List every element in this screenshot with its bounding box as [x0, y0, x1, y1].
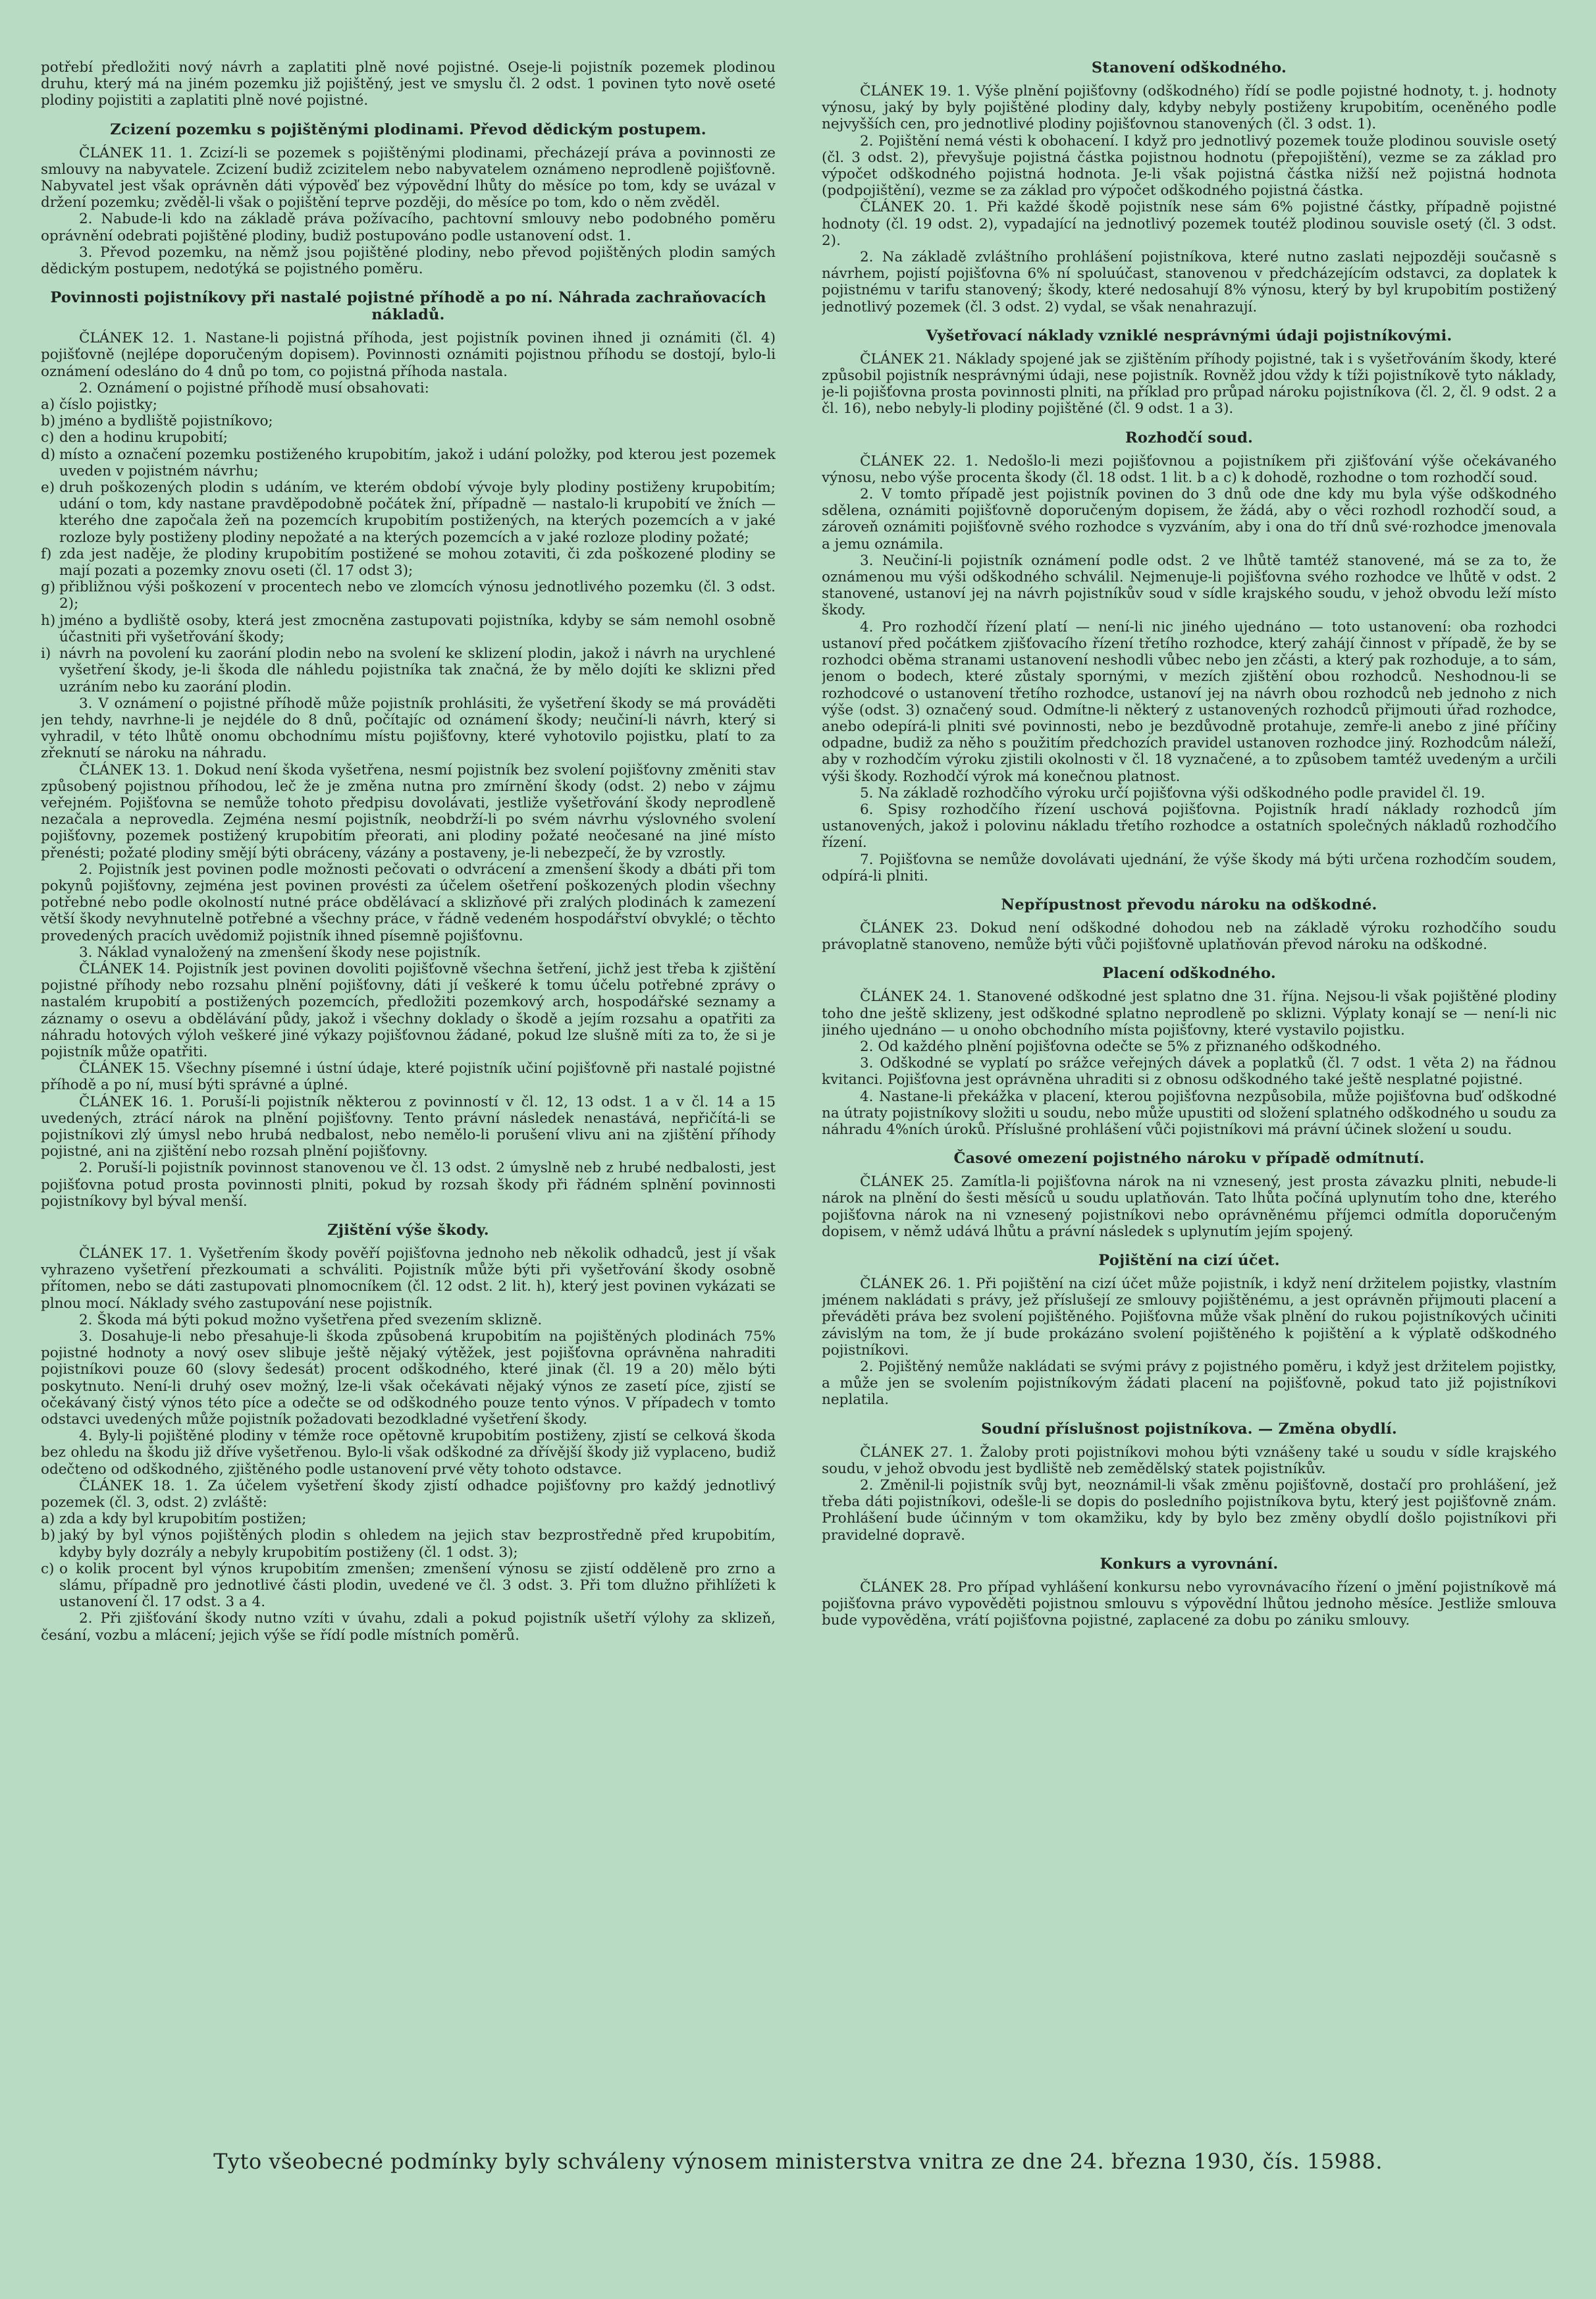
paragraph: ČLÁNEK 25. Zamítla-li pojišťovna nárok na ni vznesený, jest prosta závazku plniti, nebude-li nárok na plnění do šesti měsíců u soudu uplatňován. Tato lhůta počíná uplynutím toho dne, kterého pojišťovna nárok na ni vznesený pojistníkovi nebo oprávněnému příjemci odmítla doporučeným dopisem, v němž udává lhůtu a právní následek s uplynutím jejím spojený. [822, 1174, 1556, 1240]
section-heading: Časové omezení pojistného nároku v případě odmítnutí. [953, 1150, 1425, 1168]
paragraph: 6. Spisy rozhodčího řízení uschová pojišťovna. Pojistník hradí náklady rozhodců jím ustanovených, jakož i polovinu nákladu třetího rozhodce a ostatních společných nákladů rozhodčího řízení. [822, 801, 1556, 852]
paragraph: ČLÁNEK 17. 1. Vyšetřením škody pověří pojišťovna jednoho neb několik odhadců, jest jí však vyhrazeno vyšetření přezkoumati a schváliti. Pojistník může býti při vyšetřování škody osobně přítomen, nebo se dáti zastupovati plnomocníkem (čl. 12 odst. 2 lit. h), který jest povinen vykázati se plnou mocí. Náklady svého zastupování nese pojistník. [41, 1245, 776, 1312]
paragraph: ČLÁNEK 26. 1. Při pojištění na cizí účet může pojistník, i když není držitelem pojistky, vlastním jménem nakládati s právy, jež příslušejí ze smlouvy pojištěnému, a jest oprávněn přijmouti placení a převáděti práva bez svolení pojištěného. Pojišťovna může však plnění do rukou pojistníkových učiniti závislým na tom, že jí bude prokázáno svolení pojištěného k pojištění a k výplatě odškodného pojistníkovi. [822, 1275, 1556, 1359]
paragraph: ČLÁNEK 28. Pro případ vyhlášení konkursu nebo vyrovnávacího řízení o jmění pojistníkově má pojišťovna právo vypověděti pojistnou smlouvu s výpovědní lhůtou jednoho měsíce. Jestliže smlouva bude vypověděna, vrátí pojišťovna pojistné, zaplacené za dobu po zániku smlouvy. [822, 1579, 1556, 1629]
paragraph: 2. Na základě zvláštního prohlášení pojistníkova, které nutno zaslati nejpozději současně s návrhem, pojistí pojišťovna 6% ní spoluúčast, stanovenou v předcházejícím odstavci, za doplatek k pojistnému v tarifu stanovený; škody, které nedosahují 8% výnosu, který by byl krupobitím postižený jednotlivý pozemek (čl. 3 odst. 2) vydal, se však nenahrazují. [822, 249, 1556, 315]
paragraph: 2. Oznámení o pojistné příhodě musí obsahovati: [79, 379, 429, 396]
section-heading: Rozhodčí soud. [1125, 429, 1254, 446]
list-item-text: jméno a bydliště osoby, která jest zmocněna zastupovati pojistníka, kdyby se sám nemohl osobně účastniti při vyšetřování škody; [59, 612, 776, 645]
paragraph: 2. Škoda má býti pokud možno vyšetřena před svezením sklizně. [79, 1311, 543, 1328]
paragraph: 3. Odškodné se vyplatí po srážce veřejných dávek a poplatků (čl. 7 odst. 1 věta 2) na řádnou kvitanci. Pojišťovna jest oprávněna uhraditi si z obnosu odškodného také ještě nesplatné pojistné. [822, 1055, 1556, 1089]
paragraph: 2. Poruší-li pojistník povinnost stanovenou ve čl. 13 odst. 2 úmyslně neb z hrubé nedbalosti, jest pojišťovna potud prosta povinnosti plniti, pokud by rozsah škody při řádném splnění povinnosti pojistníkovy byl býval menší. [41, 1160, 776, 1210]
paragraph: 2. Pojištěný nemůže nakládati se svými právy z pojistného poměru, i když jest držitelem pojistky, a může jen se svolením pojistníkovým žádati placení na pojišťovně, pokud tato již pojistníkovi neplatila. [822, 1359, 1556, 1409]
list-item: d) místo a označení pozemku postiženého krupobitím, jakož i udání položky, pod kterou jest pozemek uveden v pojistném návrhu; [41, 446, 776, 479]
list-item-text: přibližnou výši poškození v procentech nebo ve zlomcích výnosu jednotlivého pozemku (čl. 3 odst. 2); [59, 579, 776, 612]
paragraph: 2. Při zjišťování škody nutno vzíti v úvahu, zdali a pokud pojistník ušetří výlohy za sklizeň, česání, vozbu a mlácení; jejich výše se řídí podle místních poměrů. [41, 1610, 776, 1644]
paragraph: 2. V tomto případě jest pojistník povinen do 3 dnů ode dne kdy mu byla výše odškodného sdělena, oznámiti pojišťovně doporučeným dopisem, že žádá, aby o věci rozhodl rozhodčí soud, a zároveň oznámiti pojišťovně svého rozhodce s vyzváním, aby i ona do tří dnů své·rozhodce jmenovala a jemu oznámila. [822, 486, 1556, 553]
section-heading: Stanovení odškodného. [1091, 59, 1287, 76]
paragraph: ČLÁNEK 21. Náklady spojené jak se zjištěním příhody pojistné, tak i s vyšetřováním škody, které způsobil pojistník nesprávnými údaji, nese pojistník. Rovněž jdou vždy k tíži pojistníkově tyto náklady, je-li pojišťovna prosta povinnosti plniti, na příklad pro průpad nároku pojistníkova (čl. 2, čl. 9 odst. 2 a čl. 16), nebo nebyly-li plodiny pojištěné (čl. 9 odst. 1 a 3). [822, 350, 1556, 418]
list-item: c) den a hodinu krupobití; [41, 429, 228, 446]
section-heading: Soudní příslušnost pojistníkova. — Změna obydlí. [981, 1420, 1397, 1438]
paragraph: ČLÁNEK 18. 1. Za účelem vyšetření škody zjistí odhadce pojišťovny pro každý jednotlivý pozemek (čl. 3, odst. 2) zvláště: [41, 1477, 776, 1511]
paragraph: ČLÁNEK 16. 1. Poruší-li pojistník některou z povinností v čl. 12, 13 odst. 1 a v čl. 14 a 15 uvedených, ztrácí nárok na plnění pojišťovny. Tento právní následek nenastává, nepřičítá-li se pojistníkovi zlý úmysl nebo hrubá nedbalost, nebo nemělo-li porušení vlivu ani na zjištění příhody pojistné, ani na zjištění nebo rozsah plnění pojišťovny. [41, 1093, 776, 1160]
paragraph: ČLÁNEK 12. 1. Nastane-li pojistná příhoda, jest pojistník povinen ihned ji oznámiti (čl. 4) pojišťovně (nejlépe doporučeným dopisem). Povinnosti oznámiti pojistnou příhodu se dostojí, bylo-li oznámení odesláno do 4 dnů po tom, co pojistná příhoda nastala. [41, 330, 776, 380]
paragraph: ČLÁNEK 11. 1. Zcizí-li se pozemek s pojištěnými plodinami, přecházejí práva a povinnosti ze smlouvy na nabyvatele. Zcizení budiž zcizitelem nebo nabyvatelem oznámeno neprodleně pojišťovně. Nabyvatel jest však oprávněn dáti výpověď bez výpovědní lhůty do měsíce po tom, kdy se uvázal v držení pozemku; zvěděl-li však o pojištění teprve později, do měsíce po tom, kdo o něm zvěděl. [41, 144, 776, 211]
paragraph: 2. Nabude-li kdo na základě práva požívacího, pachtovní smlouvy nebo podobného poměru oprávnění odebrati pojištěné plodiny, budiž postupováno podle ustanovení odst. 1. [41, 211, 776, 244]
section-heading: Vyšetřovací náklady vzniklé nesprávnými údaji pojistníkovými. [926, 327, 1452, 344]
list-item: i) návrh na povolení ku zaorání plodin nebo na svolení ke sklizení plodin, jakož i návrh na urychlené vyšetření škody, je-li škoda dle náhledu pojistníka tak značná, že by mělo dojíti ke sklizni před uzráním nebo ku zaorání plodin. [41, 645, 776, 695]
paragraph: 4. Byly-li pojištěné plodiny v témže roce opětovně krupobitím postiženy, zjistí se celková škoda bez ohledu na škodu již dříve vyšetřenou. Bylo-li však odškodné za dřívější škody již vyplaceno, budiž odečteno od odškodného, zjištěného podle ustanovení prvé věty tohoto odstavce. [41, 1428, 776, 1478]
list-item-text: jaký by byl výnos pojištěných plodin s ohledem na jejich stav bezprostředně před krupobitím, kdyby byly dozrály a nebyly krupobitím postiženy (čl. 1 odst. 3); [59, 1527, 776, 1561]
paragraph: ČLÁNEK 14. Pojistník jest povinen dovoliti pojišťovně všechna šetření, jichž jest třeba k zjištění pojistné příhody nebo rozsahu plnění pojišťovny, dáti jí veškeré k tomu účelu potřebné zprávy o nastalém krupobití a postižených pozemcích, předložiti pozemkový arch, hospodářské seznamy a záznamy o osevu a obdělávání půdy, jakož i všechny doklady o škodě a jejím rozsahu a opatřiti za náhradu hotových výloh veškeré jiné výkazy pojišťovnou žádané, pokud lze slušně míti za to, že si je pojistník může opatřiti. [41, 960, 776, 1060]
paragraph: ČLÁNEK 19. 1. Výše plnění pojišťovny (odškodného) řídí se podle pojistné hodnoty, t. j. hodnoty výnosu, jaký by byly pojištěné plodiny daly, kdyby nebyly postiženy krupobitím, oceněného podle nejvyšších cen, pro jednotlivé plodiny pojišťovnou stanovených (čl. 3 odst. 1). [822, 83, 1556, 133]
section-heading: Povinnosti pojistníkovy při nastalé pojistné příhodě a po ní. Náhrada zachraňovacích nákladů. [50, 289, 766, 324]
paragraph: ČLÁNEK 20. 1. Při každé škodě pojistník nese sám 6% pojistné částky, případně pojistné hodnoty (čl. 19 odst. 2), vypadající na jednotlivý pozemek toutéž plodinou souvisle osetý (čl. 3 odst. 2). [822, 199, 1556, 249]
paragraph: ČLÁNEK 24. 1. Stanovené odškodné jest splatno dne 31. října. Nejsou-li však pojištěné plodiny toho dne ještě sklizeny, jest odškodné splatno neprodleně po sklizni. Výplaty konají se — není-li nic jiného ujednáno — u onoho obchodního místa pojišťovny, které vystavilo pojistku. [822, 988, 1556, 1039]
left-column [41, 59, 776, 2140]
list-item: c) o kolik procent byl výnos krupobitím zmenšen; zmenšení výnosu se zjistí odděleně pro zrno a slámu, případně pro jednotlivé části plodin, uvedené ve čl. 3 odst. 3. Při tom dlužno přihlížeti k ustanovení čl. 17 odst. 3 a 4. [41, 1560, 776, 1611]
list-item-text: o kolik procent byl výnos krupobitím zmenšen; zmenšení výnosu se zjistí odděleně pro zrno a slámu, případně pro jednotlivé části plodin, uvedené ve čl. 3 odst. 3. Při tom dlužno přihlížeti k ustanovení čl. 17 odst. 3 a 4. [59, 1560, 776, 1611]
list-item-text: druh poškozených plodin s udáním, ve kterém období vývoje byly plodiny postiženy krupobitím; udání o tom, kdy nastane pravděpodobně počátek žní, případně — nastalo-li krupobití ve žních — kterého dne započala žeň na pozemcích krupobitím postižených, na kterých pozemcích a v jaké rozloze byly postiženy plodiny nepožaté a na kterých pozemcích a v jaké rozloze plodiny požaté; [59, 479, 776, 546]
list-item-text: zda jest naděje, že plodiny krupobitím postižené se mohou zotaviti, či zda poškozené plodiny se mají pozati a pozemky znovu oseti (čl. 17 odst 3); [59, 545, 776, 580]
paragraph: 4. Nastane-li překážka v placení, kterou pojišťovna nezpůsobila, může pojišťovna buď odškodné na útraty pojistníkovy složiti u soudu, nebo může upustiti od složení splatného odškodného u soudu za náhradu 4%ních úroků. Příslušné prohlášení vůči pojistníkovi má právní účinek složení u soudu. [822, 1088, 1556, 1138]
section-heading: Zjištění výše škody. [327, 1222, 489, 1239]
paragraph: 3. Náklad vynaložený na zmenšení škody nese pojistník. [79, 944, 481, 961]
list-item-text: jméno a bydliště pojistníkovo; [59, 413, 273, 430]
paragraph: 2. Pojistník jest povinen podle možnosti pečovati o odvrácení a zmenšení škody a dbáti při tom pokynů pojišťovny, zejména jest povinen provésti za účelem ošetření poškozených plodin všechny potřebné nebo podle okolností nutné práce obdělávací a sklizňové při zralých plodinách k zamezení větší škody nevyhnutelně potřebné a všechny práce, v řádně vedeném hospodářství obvyklé; o těchto provedených pracích uvědomiž pojistník ihned písemně pojišťovnu. [41, 861, 776, 944]
right-column [822, 59, 1556, 2140]
paragraph: 5. Na základě rozhodčího výroku určí pojišťovna výši odškodného podle pravidel čl. 19. [860, 784, 1485, 801]
paragraph: 3. Neučiní-li pojistník oznámení podle odst. 2 ve lhůtě tamtéž stanovené, má se za to, že oznámenou mu výši odškodného schválil. Nejmenuje-li pojišťovna svého rozhodce ve lhůtě v odst. 2 stanovené, ustanoví jej na návrh pojistníkův soud v sídle krajského soudu, v jehož obvodu leží místo škody. [822, 552, 1556, 619]
paragraph: potřebí předložiti nový návrh a zaplatiti plně nové pojistné. Oseje-li pojistník pozemek plodinou druhu, který má na jiném pozemku již pojištěný, jest ve smyslu čl. 2 odst. 1 povinen tyto nově oseté plodiny pojistiti a zaplatiti plně nové pojistné. [41, 59, 776, 109]
list-item: b) jméno a bydliště pojistníkovo; [41, 413, 273, 430]
paragraph: 3. V oznámení o pojistné příhodě může pojistník prohlásiti, že vyšetření škody se má prováděti jen tehdy, navrhne-li je nejdéle do 8 dnů, počítajíc od oznámení škody; neučiní-li návrh, který si vyhradil, v této lhůtě onomu obchodnímu místu pojišťovny, které vyhotovilo pojistku, platí to za zřeknutí se nároku na náhradu. [41, 695, 776, 762]
list-item: a) zda a kdy byl krupobitím postižen; [41, 1511, 307, 1528]
paragraph: ČLÁNEK 23. Dokud není odškodné dohodou neb na základě výroku rozhodčího soudu právoplatně stanoveno, nemůže býti vůči pojišťovně uplatňován převod nároku na odškodné. [822, 919, 1556, 954]
paragraph: 3. Dosahuje-li nebo přesahuje-li škoda způsobená krupobitím na pojištěných plodinách 75% pojistné hodnoty a nový osev slibuje ještě nějaký výtěžek, jest pojišťovna oprávněna nahraditi pojistníkovi pouze 60 (slovy šedesát) procent odškodného, které jinak (čl. 19 a 20) mělo býti poskytnuto. Není-li druhý osev možný, lze-li však očekávati nějaký výnos ze zasetí píce, zjistí se očekávaný čistý výnos této píce a odečte se od odškodného pouze tento výnos. V případech v tomto odstavci uvedených může pojistník požadovati bezodkladné vyšetření škody. [41, 1328, 776, 1428]
paragraph: ČLÁNEK 13. 1. Dokud není škoda vyšetřena, nesmí pojistník bez svolení pojišťovny změniti stav způsobený pojistnou příhodou, leč že je změna nutna pro zmírnění škody (odst. 2) nebo v zájmu veřejném. Pojišťovna se nemůže tohoto předpisu dovolávati, jestliže vyšetřování škody neprodleně nezačala a neprovedla. Zejména nesmí pojistník, neobdrží-li po svém návrhu výslovného svolení pojišťovny, pozemek postižený krupobitím přeorati, ani plodiny požaté neočesané na jiné místo přenésti; požaté plodiny smějí býti obráceny, vázány a postaveny, je-li nebezpečí, že by vzrostly. [41, 761, 776, 861]
paragraph: 3. Převod pozemku, na němž jsou pojištěné plodiny, nebo převod pojištěných plodin samých dědickým postupem, nedotýká se pojistného poměru. [41, 244, 776, 278]
section-heading: Konkurs a vyrovnání. [1100, 1555, 1279, 1573]
list-item-text: návrh na povolení ku zaorání plodin nebo na svolení ke sklizení plodin, jakož i návrh na urychlené vyšetření škody, je-li škoda dle náhledu pojistníka tak značná, že by mělo dojíti ke sklizni před uzráním nebo ku zaorání plodin. [59, 645, 776, 695]
section-heading: Nepřípustnost převodu nároku na odškodné. [1001, 896, 1377, 913]
paragraph: 4. Pro rozhodčí řízení platí — není-li nic jiného ujednáno — toto ustanovení: oba rozhodci ustanoví před počátkem zjišťovacího řízení třetího rozhodce, který zahájí činnost v případě, že by se rozhodci oběma stranami ustanovení neshodli vůbec nebo jen zčásti, a který pak rozhoduje, a to sám, jenom o bodech, které zůstaly spornými, v mezích zjištění obou rozhodců. Neshodnou-li se rozhodcové o ustanovení třetího rozhodce, ustanoví jej na návrh obou rozhodců neb jednoho z nich výše (odst. 3) označený soud. Odmítne-li některý z ustanovených rozhodců přijmouti úřad rozhodce, anebo odepírá-li plniti své povinnosti, nebo je bezdůvodně protahuje, zemře-li anebo z jiné příčiny odpadne, budiž za něho s použitím předchozích pravidel ustanoven rozhodce jiný. Rozhodcům náleží, aby v rozhodčím výroku zjistili okolnosti v čl. 18 vyznačené, a to způsobem tamtéž uvedeným a určili výši škody. Rozhodčí výrok má konečnou platnost. [822, 618, 1556, 785]
list-item: b) jaký by byl výnos pojištěných plodin s ohledem na jejich stav bezprostředně před krupobitím, kdyby byly dozrály a nebyly krupobitím postiženy (čl. 1 odst. 3); [41, 1527, 776, 1561]
list-item-text: den a hodinu krupobití; [59, 429, 228, 446]
paragraph: 2. Změnil-li pojistník svůj byt, neoznámil-li však změnu pojišťovně, dostačí pro prohlášení, jež třeba dáti pojistníkovi, odešle-li se dopis do posledního pojistníkova bytu, který jest pojišťovně znám. Prohlášení bude účinným v tom okamžiku, kdy by bylo bez změny obydlí došlo pojistníkovi při pravidelné dopravě. [822, 1477, 1556, 1544]
list-item: a) číslo pojistky; [41, 396, 157, 414]
section-heading: Placení odškodného. [1102, 965, 1276, 983]
paragraph: ČLÁNEK 15. Všechny písemné i ústní údaje, které pojistník učiní pojišťovně při nastalé pojistné příhodě a po ní, musí býti správné a úplné. [41, 1060, 776, 1094]
list-item: h) jméno a bydliště osoby, která jest zmocněna zastupovati pojistníka, kdyby se sám nemohl osobně účastniti při vyšetřování škody; [41, 612, 776, 645]
paragraph: ČLÁNEK 27. 1. Žaloby proti pojistníkovi mohou býti vznášeny také u soudu v sídle krajského soudu, v jehož obvodu jest bydliště neb zemědělský statek pojistníkův. [822, 1444, 1556, 1477]
list-item-text: místo a označení pozemku postiženého krupobitím, jakož i udání položky, pod kterou jest pozemek uveden v pojistném návrhu; [59, 446, 776, 479]
section-heading: Pojištění na cizí účet. [1098, 1251, 1280, 1269]
paragraph: 2. Od každého plnění pojišťovna odečte se 5% z přiznaného odškodného. [860, 1038, 1381, 1055]
paragraph: 2. Pojištění nemá vésti k obohacení. I když pro jednotlivý pozemek touže plodinou souvisle osetý (čl. 3 odst. 2), převyšuje pojistná částka pojistnou hodnotu (přepojištění), vezme se za základ pro výpočet odškodného pojistná hodnota. Je-li však pojistná částka nižší než pojistná hodnota (podpojištění), vezme se za základ pro výpočet odškodného pojistná částka. [822, 132, 1556, 200]
list-item-text: zda a kdy byl krupobitím postižen; [59, 1511, 307, 1528]
paragraph: ČLÁNEK 22. 1. Nedošlo-li mezi pojišťovnou a pojistníkem při zjišťování výše očekávaného výnosu, nebo výše procenta škody (čl. 18 odst. 1 lit. b a c) k dohodě, rozhodne o tom rozhodčí soud. [822, 452, 1556, 486]
list-item: f) zda jest naděje, že plodiny krupobitím postižené se mohou zotaviti, či zda poškozené plodiny se mají pozati a pozemky znovu oseti (čl. 17 odst 3); [41, 545, 776, 580]
approval-footer: Tyto všeobecné podmínky byly schváleny výnosem ministerstva vnitra ze dne 24. března 1930, čís. 15988. [213, 2149, 1383, 2174]
section-heading: Zcizení pozemku s pojištěnými plodinami. Převod dědickým postupem. [110, 121, 706, 138]
paragraph: 7. Pojišťovna se nemůže dovolávati ujednání, že výše škody má býti určena rozhodčím soudem, odpírá-li plniti. [822, 851, 1556, 884]
text-columns [41, 59, 1556, 2140]
list-item: g) přibližnou výši poškození v procentech nebo ve zlomcích výnosu jednotlivého pozemku (čl. 3 odst. 2); [41, 579, 776, 612]
list-item-text: číslo pojistky; [59, 396, 157, 414]
list-item: e) druh poškozených plodin s udáním, ve kterém období vývoje byly plodiny postiženy krupobitím; udání o tom, kdy nastane pravděpodobně počátek žní, případně — nastalo-li krupobití ve žních — kterého dne započala žeň na pozemcích krupobitím postižených, na kterých pozemcích a v jaké rozloze byly postiženy plodiny nepožaté a na kterých pozemcích a v jaké rozloze plodiny požaté; [41, 479, 776, 546]
